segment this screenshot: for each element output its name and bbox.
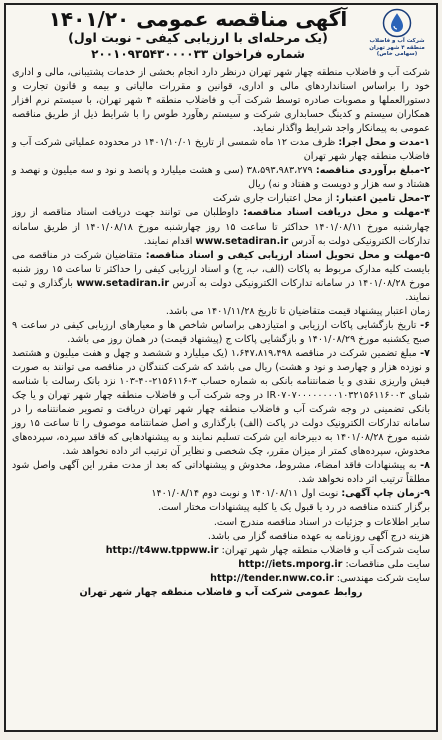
notice-body — [6, 66, 436, 600]
condition-label: ۹-زمان چاپ آگهی: — [341, 488, 430, 500]
condition-label: ۶- — [420, 319, 430, 331]
condition-item — [12, 249, 430, 305]
notice-subtitle: (یک مرحله‌ای با ارزیابی کیفی - نوبت اول) — [68, 30, 328, 45]
notice-header — [6, 5, 436, 66]
condition-text: متقاضیان شرکت در مناقصه می بایست کلیه مدارک مربوط به پاکات (الف، ب، ج) و اسناد ارزیابی کیفی را حداکثر تا ساعت ۱۵ روز شنبه مورخ ۱۴۰۱/۰۸/۲۸ در سامانه تدارکات الکترونیکی دولت به آدرس — [12, 249, 430, 289]
website-url[interactable]: http://iets.mporg.ir — [238, 558, 343, 570]
setadiran-link[interactable]: www.setadiran.ir — [76, 277, 170, 289]
call-number: شماره فراخوان ۲۰۰۱۰۹۳۵۴۳۰۰۰۰۳۳ — [91, 47, 305, 61]
condition-text: تاریخ بازگشایی پاکات ارزیابی و امتیازدهی براساس شاخص ها و معیارهای ارزیابی کیفی در ساعت ۹ صبح یکشنبه مورخ ۱۴۰۱/۰۸/۲۹ و بازگشایی پاکات ج (پیشنهاد قیمت) در همان روز می باشد. — [12, 319, 430, 345]
condition-text: نوبت اول ۱۴۰۱/۰۸/۱۱ و نوبت دوم ۱۴۰۱/۰۸/۱۴ — [151, 488, 339, 500]
signature: روابط عمومی شرکت آب و فاضلاب منطقه چهار شهر تهران — [79, 586, 363, 598]
closing-line: هزینه درج آگهی روزنامه به عهده مناقصه گزار می باشد. — [207, 530, 430, 542]
condition-item — [12, 305, 430, 319]
website-line — [12, 558, 430, 572]
conditions-list — [12, 136, 430, 501]
condition-label: ۸- — [420, 460, 430, 472]
setadiran-link[interactable]: www.setadiran.ir — [195, 235, 289, 247]
condition-item — [12, 487, 430, 501]
website-line — [12, 544, 430, 558]
condition-label: ۴-مهلت و محل دریافت اسناد مناقصه: — [243, 207, 430, 219]
website-line — [12, 572, 430, 586]
website-url[interactable]: http://tender.nww.co.ir — [210, 572, 334, 584]
notice-title: آگهی مناقصه عمومی ۱۴۰۱/۲۰ — [48, 7, 348, 31]
condition-item — [12, 347, 430, 459]
condition-label: ۵-مهلت و محل تحویل اسناد ارزیابی کیفی و اسناد مناقصه: — [145, 249, 430, 261]
condition-text-after: بارگذاری و ثبت نمایند. — [12, 277, 430, 303]
company-logo — [364, 8, 430, 58]
condition-item — [12, 164, 430, 192]
condition-text: از محل اعتبارات جاری شرکت — [212, 193, 333, 205]
logo-line-3: (سهامی خاص) — [376, 51, 418, 57]
closing-line: سایر اطلاعات و جزئیات در اسناد مناقصه مندرج است. — [213, 516, 430, 528]
website-url[interactable]: http://t4ww.tppww.ir — [105, 544, 219, 556]
closing-line: برگزار کننده مناقصه در رد یا قبول یک یا کلیه پیشنهادات مختار است. — [158, 502, 430, 514]
condition-item — [12, 192, 430, 206]
condition-text: داوطلبان می توانند جهت دریافت اسناد مناقصه از روز چهارشنبه مورخ ۱۴۰۱/۰۸/۱۱ حداکثر تا ساعت ۱۵ روز چهارشنبه مورخ ۱۴۰۱/۰۸/۱۸ از طریق سامانه تدارکات الکترونیکی دولت به آدرس — [12, 207, 430, 247]
condition-label: ۲-مبلغ برآوردی مناقصه: — [315, 165, 430, 177]
websites-list — [12, 544, 430, 586]
condition-item — [12, 459, 430, 487]
closing-notes — [12, 501, 430, 543]
logo-line-2: منطقه ۴ شهر تهران — [369, 44, 425, 51]
condition-text: زمان اعتبار پیشنهاد قیمت متقاضیان تا تاریخ ۱۴۰۱/۱۱/۲۸ می باشد. — [165, 305, 430, 317]
condition-label: ۳-محل تامین اعتبار: — [335, 193, 430, 205]
website-label: سایت شرکت مهندسی: — [336, 572, 430, 584]
condition-item — [12, 136, 430, 164]
condition-label: ۷- — [420, 347, 431, 359]
condition-text: مبلغ تضمین شرکت در مناقصه ۱،۶۴۷،۸۱۹،۴۹۸ (یک میلیارد و ششصد و چهل و هفت میلیون و هشتصد و نوزده هزار و چهارصد و نود و هشت) ریال می باشد که شرکت کنندگان در مناقصه می توانند به صورت فیش واریزی نقدی و یا ضمانتنامه بانکی به شماره حساب ۳-۲۱۵۶۱۱۶-۴۰-۱۰۳ نزد بانک رسالت با شناسه شبای IR۰۷۰۷۰۰۰۰۰۰۰۰۱۰۳۲۱۵۶۱۱۶۰۰۳ در وجه شرکت آب و فاضلاب منطقه چهار شهر تهران و یا چک بانکی تضمینی در وجه شرکت آب و فاضلاب منطقه چهار شهر تهران دریافت و تصویر ضمانتنامه را در سامانه تدارکات الکترونیک دولت در پاکت (الف) بارگذاری و اصل ضمانتنامه موصوف را تا ساعت ۱۵ روز شنبه مورخ ۱۴۰۱/۰۸/۲۸ به دبیرخانه این شرکت تسلیم نمایند و به پیشنهادهایی که فاقد سپرده، سپرده‌های مخدوش، سپرده‌های کمتر از میزان مقرر، چک شخصی و نظایر آن ترتیب اثر داده نخواهد شد. — [12, 347, 430, 458]
condition-text-after: اقدام نمایند. — [143, 235, 193, 247]
condition-text: ظرف مدت ۱۲ ماه شمسی از تاریخ ۱۴۰۱/۱۰/۰۱ در محدوده عملیاتی شرکت آب و فاضلاب منطقه چهار شهر تهران — [12, 137, 430, 163]
website-label: سایت ملی مناقصات: — [345, 558, 430, 570]
condition-text: به پیشنهادات فاقد امضاء، مشروط، مخدوش و پیشنهاداتی که بعد از مدت مقرر این آگهی واصل شود مطلقاً ترتیب اثر داده نخواهد شد. — [12, 460, 430, 486]
condition-text: ۳۸،۵۹۳،۹۸۳،۲۷۹ (سی و هشت میلیارد و پانصد و نود و سه میلیون و نهصد و هشتاد و سه هزار و دویست و هفتاد و نه) ریال — [12, 165, 430, 191]
condition-item — [12, 319, 430, 347]
tender-notice — [4, 3, 438, 732]
notice-titles — [32, 8, 364, 62]
water-drop-logo-icon — [382, 8, 412, 38]
logo-line-1: شرکت آب و فاضلاب — [369, 38, 425, 44]
website-label: سایت شرکت آب و فاضلاب منطقه چهار شهر تهران: — [221, 544, 430, 556]
condition-item — [12, 206, 430, 248]
condition-label: ۱-مدت و محل اجرا: — [338, 137, 430, 149]
intro-paragraph: شرکت آب و فاضلاب منطقه چهار شهر تهران درنظر دارد انجام بخشی از خدمات پشتیبانی، مالی و اداری خود را براساس استانداردهای مالی و اداری، قوانین و مقررات مالیاتی و بیمه و قانون تجارت و دستورالعملها و مصوبات صادره توسط شرکت آب و فاضلاب منطقه ۴ شهر تهران، با سیستم نرم افزار همکاران سیستم و کدینگ حسابداری شرکت و سیستم رهآورد طوس را با شرایط ذیل از طریق مناقصه عمومی به پیمانکار واجد شرایط واگذار نماید. — [12, 67, 430, 135]
